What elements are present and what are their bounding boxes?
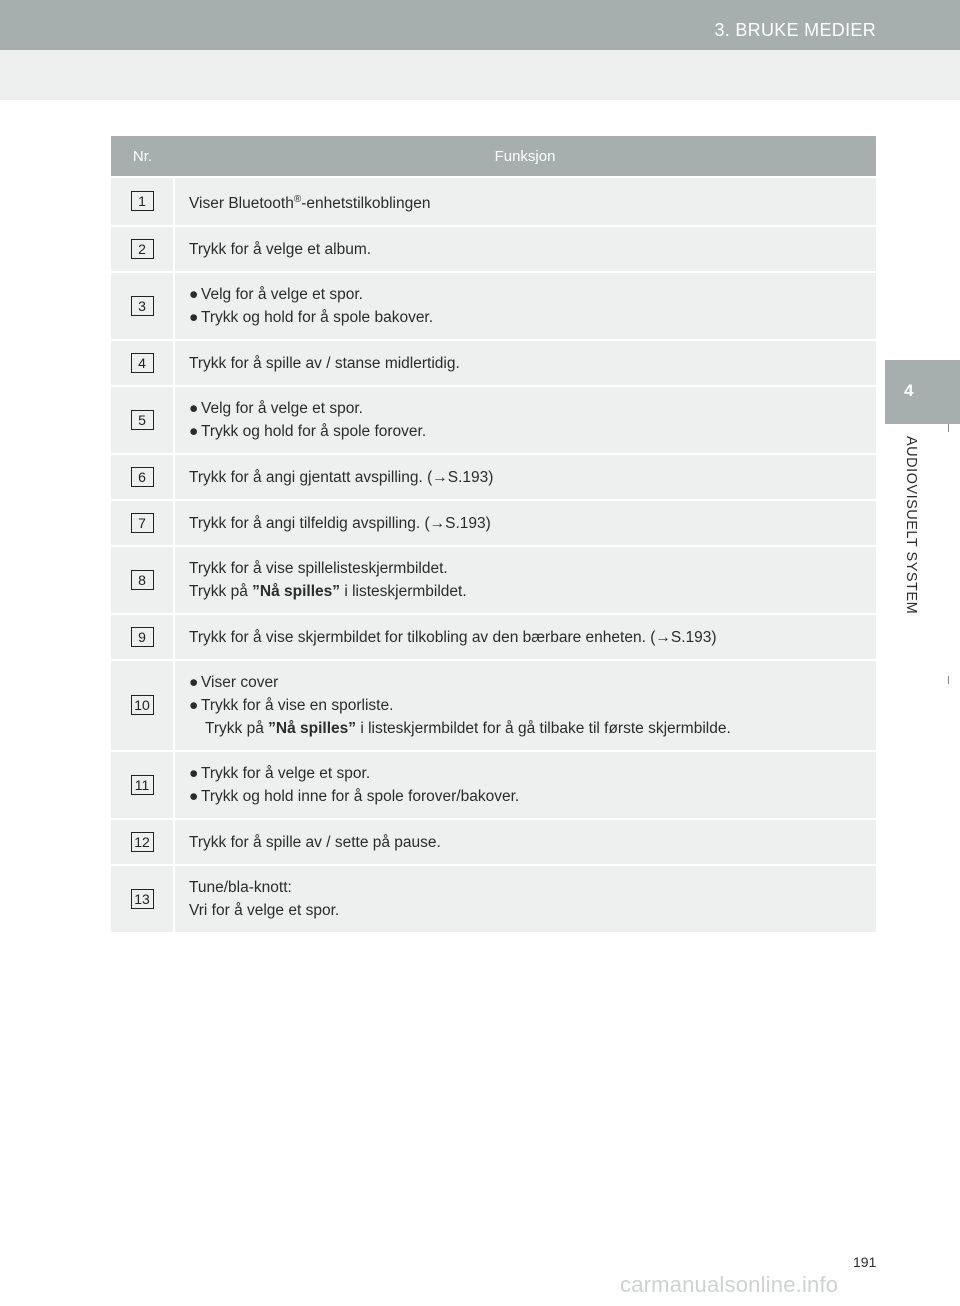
- table-row: [111, 340, 876, 386]
- row-number: 2: [131, 239, 154, 259]
- header-sub-band: [0, 50, 960, 100]
- row-function: [174, 272, 876, 340]
- row-function: ● Viser cover ● Trykk for å vise en sporliste. Trykk på ”Nå spilles” i listeskjermbildet for å gå tilbake til første skjermbilde.: [174, 660, 876, 751]
- row-function: Trykk for å spille av / sette på pause.: [174, 819, 876, 865]
- table-row: [111, 500, 876, 546]
- table-header-row: [111, 136, 876, 177]
- row-function: Trykk for å spille av / stanse midlertidig.: [174, 340, 876, 386]
- bullet-item: ● Trykk for å velge et spor.: [189, 765, 371, 783]
- bullet-item: ● Trykk og hold for å spole bakover.: [189, 309, 434, 327]
- margin-tick: [948, 676, 949, 684]
- chapter-tab[interactable]: [885, 360, 960, 424]
- row-function: Trykk for å angi tilfeldig avspilling. (→S.193): [174, 500, 876, 546]
- table-row: [111, 865, 876, 932]
- bullet-item: ● Trykk og hold for å spole forover.: [189, 423, 427, 441]
- table-row: [111, 272, 876, 340]
- chapter-number: 4: [904, 381, 914, 400]
- row-number: 10: [131, 695, 154, 715]
- bullet-item: ● Viser cover: [189, 674, 279, 692]
- table-row: [111, 751, 876, 819]
- row-number: 4: [131, 353, 154, 373]
- row-number: 6: [131, 467, 154, 487]
- row-function: Tune/bla-knott: Vri for å velge et spor.: [174, 865, 876, 932]
- function-table: [111, 136, 876, 932]
- row-number: 7: [131, 513, 154, 533]
- ui-reference: ”Nå spilles”: [268, 720, 357, 738]
- row-number: 8: [131, 570, 154, 590]
- table-row: [111, 386, 876, 454]
- header-function: Funksjon: [174, 136, 876, 177]
- table-row: [111, 819, 876, 865]
- row-function: Trykk for å velge et album.: [174, 226, 876, 272]
- row-function: [174, 751, 876, 819]
- row-number: 12: [131, 832, 154, 852]
- bullet-item: ● Trykk for å vise en sporliste.: [189, 697, 394, 715]
- table-row: [111, 226, 876, 272]
- table-row: [111, 454, 876, 500]
- margin-tick: [948, 424, 949, 432]
- header-nr: Nr.: [111, 136, 174, 177]
- chapter-label: AUDIOVISUELT SYSTEM: [903, 436, 919, 615]
- row-function: Viser Bluetooth®-enhetstilkoblingen: [174, 177, 876, 226]
- registered-mark: ®: [293, 194, 302, 205]
- table-row: [111, 546, 876, 614]
- row-function: Trykk for å angi gjentatt avspilling. (→S.193): [174, 454, 876, 500]
- ui-reference: ”Nå spilles”: [252, 583, 341, 601]
- header-band: [0, 0, 960, 50]
- watermark: carmanualsonline.info: [620, 1272, 839, 1297]
- bullet-item: ● Trykk og hold inne for å spole forover/bakover.: [189, 788, 520, 806]
- table-row: [111, 660, 876, 751]
- row-number: 9: [131, 627, 154, 647]
- row-number: 3: [131, 296, 154, 316]
- table-row: [111, 177, 876, 226]
- row-number: 1: [131, 191, 154, 211]
- row-number: 5: [131, 410, 154, 430]
- row-function: Trykk for å vise spillelisteskjermbildet. Trykk på ”Nå spilles” i listeskjermbildet.: [174, 546, 876, 614]
- row-function: Trykk for å vise skjermbildet for tilkobling av den bærbare enheten. (→S.193): [174, 614, 876, 660]
- table-row: [111, 614, 876, 660]
- row-number: 13: [131, 889, 154, 909]
- page-number: 191: [853, 1254, 877, 1270]
- section-title: 3. BRUKE MEDIER: [714, 20, 876, 40]
- bullet-item: ● Velg for å velge et spor.: [189, 400, 363, 418]
- row-number: 11: [131, 775, 154, 795]
- bullet-item: ● Velg for å velge et spor.: [189, 286, 363, 304]
- row-function: [174, 386, 876, 454]
